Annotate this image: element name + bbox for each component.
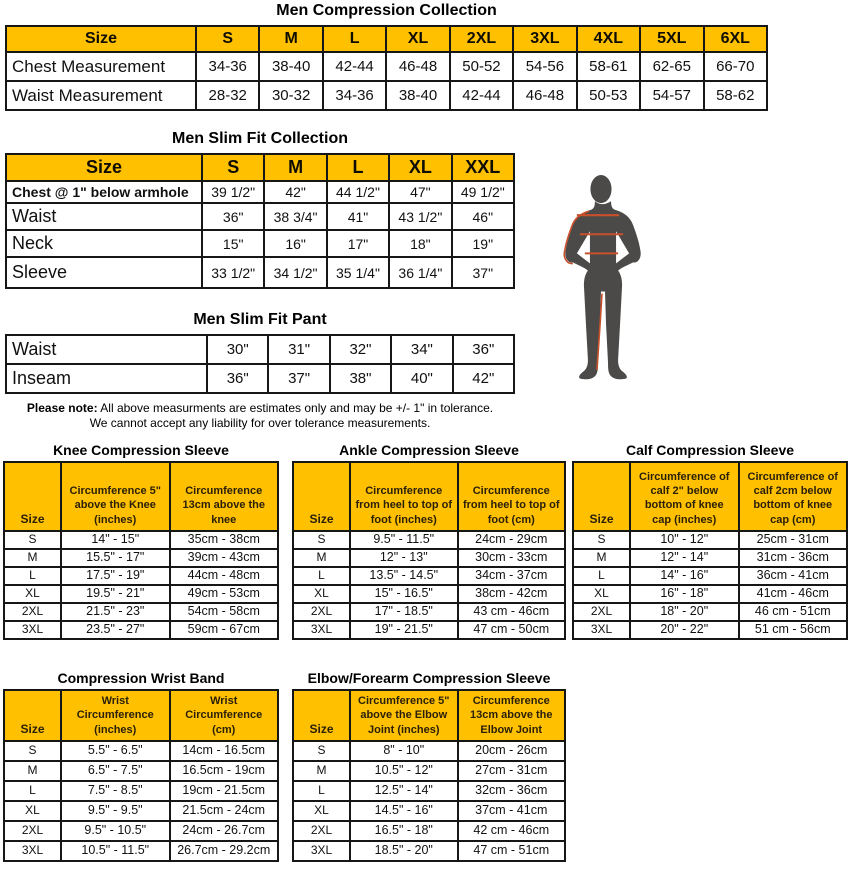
column-header: Size [293, 690, 350, 741]
row-label: 3XL [293, 841, 350, 861]
table-cell: 13.5" - 14.5" [350, 567, 458, 585]
table-cell: 31" [268, 335, 329, 364]
table-row [4, 781, 278, 801]
table-row [293, 801, 565, 821]
table-row [293, 781, 565, 801]
column-header: Size [293, 462, 350, 531]
row-label: S [4, 531, 61, 549]
table-cell: 7.5" - 8.5" [61, 781, 170, 801]
table-row [293, 567, 565, 585]
table-cell: 38cm - 42cm [458, 585, 566, 603]
table-cell: 20" - 22" [630, 621, 739, 639]
table-cell: 42 cm - 46cm [458, 821, 566, 841]
table-row [6, 257, 514, 288]
column-header: Circumference of calf 2cm below bottom of knee cap (cm) [739, 462, 848, 531]
row-label: XL [293, 801, 350, 821]
table-row [293, 603, 565, 621]
table-cell: 47 cm - 51cm [458, 841, 566, 861]
row-label: Sleeve [6, 257, 202, 288]
column-header: Circumference 5" above the Elbow Joint (inches) [350, 690, 458, 741]
table-cell: 19.5" - 21" [61, 585, 170, 603]
men-compression-table [5, 25, 768, 111]
table-cell: 46-48 [513, 81, 576, 110]
column-header: Size [6, 26, 196, 52]
row-label: XL [4, 585, 61, 603]
table-cell: 59cm - 67cm [170, 621, 279, 639]
table-cell: 30" [207, 335, 268, 364]
row-label: XL [293, 585, 350, 603]
table-cell: 25cm - 31cm [739, 531, 848, 549]
row-label: M [293, 761, 350, 781]
row-label: L [573, 567, 630, 585]
header-row [293, 690, 565, 741]
column-header: 5XL [640, 26, 703, 52]
column-header: 3XL [513, 26, 576, 52]
calf-sleeve-section [572, 442, 848, 640]
table-cell: 44cm - 48cm [170, 567, 279, 585]
table-cell: 36 1/4" [389, 257, 451, 288]
column-header: Size [4, 462, 61, 531]
row-label: L [4, 781, 61, 801]
table-cell: 26.7cm - 29.2cm [170, 841, 279, 861]
table-cell: 34 1/2" [264, 257, 326, 288]
row-label: Chest Measurement [6, 52, 196, 81]
table-row [573, 531, 847, 549]
ankle-sleeve-section [292, 442, 566, 640]
table-cell: 21.5cm - 24cm [170, 801, 279, 821]
column-header: S [202, 154, 264, 181]
table-row [293, 621, 565, 639]
table-row [293, 761, 565, 781]
table-row [4, 801, 278, 821]
table-cell: 18" [389, 230, 451, 257]
row-label: S [573, 531, 630, 549]
table-cell: 14" - 15" [61, 531, 170, 549]
table-cell: 24cm - 26.7cm [170, 821, 279, 841]
table-row [4, 821, 278, 841]
table-cell: 5.5" - 6.5" [61, 741, 170, 761]
header-row [4, 462, 278, 531]
column-header: Circumference of calf 2" below bottom of knee cap (inches) [630, 462, 739, 531]
table-cell: 47 cm - 50cm [458, 621, 566, 639]
table-cell: 12.5" - 14" [350, 781, 458, 801]
table-cell: 36" [202, 203, 264, 230]
table-cell: 14cm - 16.5cm [170, 741, 279, 761]
table-row [573, 567, 847, 585]
table-cell: 23.5" - 27" [61, 621, 170, 639]
table-cell: 10.5" - 11.5" [61, 841, 170, 861]
table-cell: 34" [391, 335, 452, 364]
row-label: 3XL [4, 621, 61, 639]
table-row [4, 549, 278, 567]
column-header: M [264, 154, 326, 181]
table-cell: 43 1/2" [389, 203, 451, 230]
table-row [6, 181, 514, 203]
column-header: Size [573, 462, 630, 531]
table-cell: 49 1/2" [452, 181, 514, 203]
table-cell: 58-61 [577, 52, 640, 81]
table-row [6, 52, 767, 81]
knee-sleeve-title: Knee Compression Sleeve [53, 442, 229, 458]
column-header: Circumference from heel to top of foot (cm) [458, 462, 566, 531]
table-cell: 16.5" - 18" [350, 821, 458, 841]
table-cell: 17" [327, 230, 389, 257]
male-figure [563, 175, 643, 388]
row-label: Waist [6, 203, 202, 230]
table-cell: 66-70 [704, 52, 768, 81]
ankle-sleeve-title: Ankle Compression Sleeve [339, 442, 519, 458]
table-cell: 36" [453, 335, 514, 364]
table-cell: 32" [330, 335, 391, 364]
table-cell: 14" - 16" [630, 567, 739, 585]
row-label: 2XL [573, 603, 630, 621]
table-cell: 42" [453, 364, 514, 393]
header-row [573, 462, 847, 531]
men-slim-fit-section [5, 130, 515, 289]
table-row [6, 81, 767, 110]
table-row [6, 364, 514, 393]
elbow-sleeve-title: Elbow/Forearm Compression Sleeve [307, 670, 551, 686]
row-label: Inseam [6, 364, 207, 393]
table-cell: 10" - 12" [630, 531, 739, 549]
column-header: Circumference 13cm above the Elbow Joint [458, 690, 566, 741]
table-cell: 44 1/2" [327, 181, 389, 203]
table-cell: 21.5" - 23" [61, 603, 170, 621]
table-cell: 12" - 13" [350, 549, 458, 567]
table-cell: 16" [264, 230, 326, 257]
column-header: Circumference 5" above the Knee (inches) [61, 462, 170, 531]
table-row [4, 741, 278, 761]
row-label: 2XL [293, 821, 350, 841]
table-row [4, 585, 278, 603]
row-label: L [293, 781, 350, 801]
men-slim-fit-table [5, 153, 515, 289]
table-cell: 54-57 [640, 81, 703, 110]
table-row [293, 841, 565, 861]
table-row [4, 841, 278, 861]
table-cell: 37" [268, 364, 329, 393]
table-cell: 36" [207, 364, 268, 393]
table-cell: 15.5" - 17" [61, 549, 170, 567]
table-row [573, 549, 847, 567]
table-row [4, 761, 278, 781]
table-row [6, 335, 514, 364]
row-label: 2XL [4, 603, 61, 621]
row-label: S [4, 741, 61, 761]
table-row [4, 567, 278, 585]
table-cell: 9.5" - 10.5" [61, 821, 170, 841]
tolerance-note-line2: We cannot accept any liability for over tolerance measurements. [89, 416, 431, 430]
column-header: Circumference from heel to top of foot (inches) [350, 462, 458, 531]
table-cell: 49cm - 53cm [170, 585, 279, 603]
row-label: Chest @ 1" below armhole [6, 181, 202, 203]
table-cell: 47" [389, 181, 451, 203]
table-cell: 41cm - 46cm [739, 585, 848, 603]
row-label: 3XL [573, 621, 630, 639]
row-label: 2XL [293, 603, 350, 621]
table-cell: 41" [327, 203, 389, 230]
table-cell: 33 1/2" [202, 257, 264, 288]
table-cell: 30cm - 33cm [458, 549, 566, 567]
table-cell: 28-32 [196, 81, 259, 110]
table-cell: 16" - 18" [630, 585, 739, 603]
row-label: Waist Measurement [6, 81, 196, 110]
table-cell: 51 cm - 56cm [739, 621, 848, 639]
table-row [4, 621, 278, 639]
table-cell: 50-52 [450, 52, 513, 81]
table-cell: 19" - 21.5" [350, 621, 458, 639]
table-cell: 24cm - 29cm [458, 531, 566, 549]
column-header: XL [389, 154, 451, 181]
table-cell: 8" - 10" [350, 741, 458, 761]
tolerance-note-line1 [0, 401, 520, 416]
header-row [293, 462, 565, 531]
table-row [4, 603, 278, 621]
table-cell: 34cm - 37cm [458, 567, 566, 585]
table-cell: 42-44 [323, 52, 386, 81]
table-row [293, 821, 565, 841]
row-label: M [573, 549, 630, 567]
elbow-sleeve-table [292, 689, 566, 862]
row-label: M [293, 549, 350, 567]
table-cell: 16.5cm - 19cm [170, 761, 279, 781]
table-cell: 34-36 [323, 81, 386, 110]
row-label: Neck [6, 230, 202, 257]
table-cell: 18.5" - 20" [350, 841, 458, 861]
table-cell: 36cm - 41cm [739, 567, 848, 585]
table-cell: 38" [330, 364, 391, 393]
column-header: XXL [452, 154, 514, 181]
wrist-band-title: Compression Wrist Band [57, 670, 225, 686]
table-row [573, 603, 847, 621]
tolerance-note [0, 401, 520, 431]
row-label: M [4, 549, 61, 567]
row-label: 3XL [4, 841, 61, 861]
table-cell: 39 1/2" [202, 181, 264, 203]
men-compression-title: Men Compression Collection [276, 2, 497, 19]
table-cell: 30-32 [259, 81, 322, 110]
table-cell: 46" [452, 203, 514, 230]
table-cell: 50-53 [577, 81, 640, 110]
row-label: Waist [6, 335, 207, 364]
table-row [293, 531, 565, 549]
column-header: XL [386, 26, 449, 52]
table-row [293, 741, 565, 761]
row-label: L [293, 567, 350, 585]
knee-sleeve-section [3, 442, 279, 640]
men-slim-fit-pant-title: Men Slim Fit Pant [193, 311, 327, 328]
table-cell: 9.5" - 9.5" [61, 801, 170, 821]
table-cell: 38-40 [386, 81, 449, 110]
table-cell: 6.5" - 7.5" [61, 761, 170, 781]
table-cell: 27cm - 31cm [458, 761, 566, 781]
table-row [293, 585, 565, 603]
knee-sleeve-table [3, 461, 279, 640]
table-row [573, 621, 847, 639]
table-cell: 17.5" - 19" [61, 567, 170, 585]
column-header: M [259, 26, 322, 52]
row-label: 3XL [293, 621, 350, 639]
row-label: XL [4, 801, 61, 821]
table-row [6, 203, 514, 230]
table-cell: 58-62 [704, 81, 768, 110]
row-label: L [4, 567, 61, 585]
column-header: L [327, 154, 389, 181]
calf-sleeve-title: Calf Compression Sleeve [625, 442, 795, 458]
wrist-band-table [3, 689, 279, 862]
table-cell: 14.5" - 16" [350, 801, 458, 821]
column-header: L [323, 26, 386, 52]
male-body-silhouette-icon [563, 175, 643, 388]
row-label: S [293, 531, 350, 549]
table-row [573, 585, 847, 603]
table-row [293, 549, 565, 567]
header-row [4, 690, 278, 741]
tolerance-note-rest: All above measurments are estimates only and may be +/- 1" in tolerance. [97, 401, 494, 415]
column-header: Size [4, 690, 61, 741]
table-cell: 54cm - 58cm [170, 603, 279, 621]
column-header: Wrist Circumference (inches) [61, 690, 170, 741]
table-cell: 32cm - 36cm [458, 781, 566, 801]
table-row [4, 531, 278, 549]
column-header: S [196, 26, 259, 52]
table-cell: 38-40 [259, 52, 322, 81]
table-cell: 20cm - 26cm [458, 741, 566, 761]
column-header: 6XL [704, 26, 768, 52]
table-cell: 19cm - 21.5cm [170, 781, 279, 801]
table-cell: 31cm - 36cm [739, 549, 848, 567]
elbow-sleeve-section [292, 670, 566, 862]
column-header: 2XL [450, 26, 513, 52]
table-cell: 12" - 14" [630, 549, 739, 567]
header-row [6, 26, 767, 52]
men-compression-section [5, 2, 768, 111]
table-cell: 46 cm - 51cm [739, 603, 848, 621]
column-header: Size [6, 154, 202, 181]
row-label: M [4, 761, 61, 781]
row-label: 2XL [4, 821, 61, 841]
tolerance-note-lead: Please note: [26, 401, 98, 415]
calf-sleeve-table [572, 461, 848, 640]
men-slim-fit-title: Men Slim Fit Collection [171, 130, 348, 147]
table-cell: 9.5" - 11.5" [350, 531, 458, 549]
table-cell: 43 cm - 46cm [458, 603, 566, 621]
table-cell: 15" - 16.5" [350, 585, 458, 603]
table-cell: 10.5" - 12" [350, 761, 458, 781]
men-slim-fit-pant-section [5, 311, 515, 394]
table-cell: 18" - 20" [630, 603, 739, 621]
table-cell: 17" - 18.5" [350, 603, 458, 621]
table-cell: 42" [264, 181, 326, 203]
table-cell: 42-44 [450, 81, 513, 110]
table-row [6, 230, 514, 257]
men-slim-fit-pant-table [5, 334, 515, 394]
table-cell: 37cm - 41cm [458, 801, 566, 821]
table-cell: 35cm - 38cm [170, 531, 279, 549]
table-cell: 35 1/4" [327, 257, 389, 288]
header-row [6, 154, 514, 181]
row-label: S [293, 741, 350, 761]
table-cell: 19" [452, 230, 514, 257]
row-label: XL [573, 585, 630, 603]
table-cell: 62-65 [640, 52, 703, 81]
table-cell: 15" [202, 230, 264, 257]
column-header: Wrist Circumference (cm) [170, 690, 279, 741]
table-cell: 46-48 [386, 52, 449, 81]
table-cell: 34-36 [196, 52, 259, 81]
table-cell: 39cm - 43cm [170, 549, 279, 567]
wrist-band-section [3, 670, 279, 862]
table-cell: 38 3/4" [264, 203, 326, 230]
column-header: 4XL [577, 26, 640, 52]
table-cell: 37" [452, 257, 514, 288]
column-header: Circumference 13cm above the knee [170, 462, 279, 531]
table-cell: 40" [391, 364, 452, 393]
ankle-sleeve-table [292, 461, 566, 640]
table-cell: 54-56 [513, 52, 576, 81]
